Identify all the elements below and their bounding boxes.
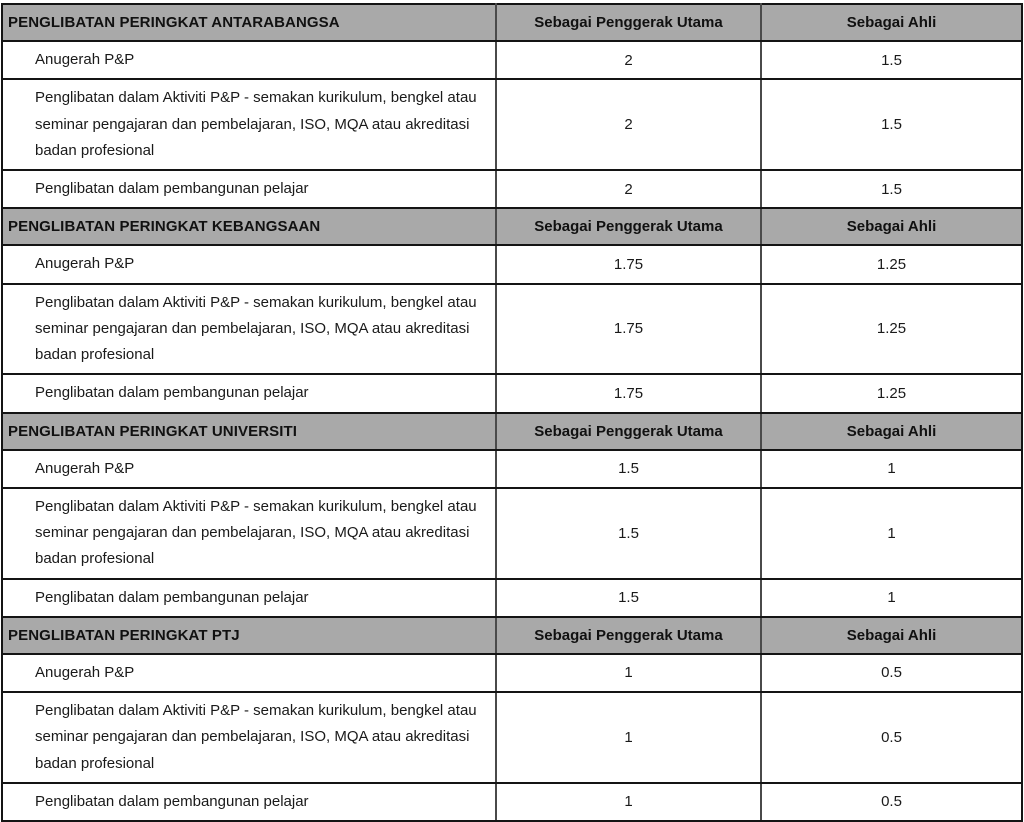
- value-penggerak-utama: 1.75: [496, 284, 761, 375]
- row-label: Penglibatan dalam pembangunan pelajar: [2, 579, 496, 617]
- value-ahli: 0.5: [761, 692, 1022, 783]
- column-header-penggerak-utama: Sebagai Penggerak Utama: [496, 413, 761, 450]
- section-title: PENGLIBATAN PERINGKAT PTJ: [2, 617, 496, 654]
- table-row: [2, 41, 1022, 79]
- value-ahli: 1: [761, 488, 1022, 579]
- row-label: Penglibatan dalam Aktiviti P&P - semakan kurikulum, bengkel atau seminar pengajaran dan pembelajaran, ISO, MQA atau akreditasi badan profesional: [2, 79, 496, 170]
- table-row: [2, 284, 1022, 375]
- table-row: [2, 245, 1022, 283]
- table-row: [2, 374, 1022, 412]
- value-penggerak-utama: 2: [496, 79, 761, 170]
- value-ahli: 1.5: [761, 170, 1022, 208]
- table-row: [2, 170, 1022, 208]
- table-row: [2, 783, 1022, 821]
- column-header-ahli: Sebagai Ahli: [761, 413, 1022, 450]
- row-label: Penglibatan dalam Aktiviti P&P - semakan kurikulum, bengkel atau seminar pengajaran dan pembelajaran, ISO, MQA atau akreditasi badan profesional: [2, 692, 496, 783]
- value-ahli: 0.5: [761, 783, 1022, 821]
- row-label: Anugerah P&P: [2, 450, 496, 488]
- row-label: Penglibatan dalam pembangunan pelajar: [2, 783, 496, 821]
- value-penggerak-utama: 1.5: [496, 579, 761, 617]
- value-ahli: 0.5: [761, 654, 1022, 692]
- value-penggerak-utama: 2: [496, 41, 761, 79]
- value-penggerak-utama: 1: [496, 692, 761, 783]
- row-label: Penglibatan dalam Aktiviti P&P - semakan kurikulum, bengkel atau seminar pengajaran dan pembelajaran, ISO, MQA atau akreditasi badan profesional: [2, 488, 496, 579]
- section-title: PENGLIBATAN PERINGKAT ANTARABANGSA: [2, 4, 496, 41]
- row-label: Penglibatan dalam Aktiviti P&P - semakan kurikulum, bengkel atau seminar pengajaran dan pembelajaran, ISO, MQA atau akreditasi badan profesional: [2, 284, 496, 375]
- value-ahli: 1.5: [761, 41, 1022, 79]
- value-penggerak-utama: 1.75: [496, 245, 761, 283]
- table-row: [2, 450, 1022, 488]
- value-penggerak-utama: 2: [496, 170, 761, 208]
- value-penggerak-utama: 1: [496, 783, 761, 821]
- section-title: PENGLIBATAN PERINGKAT KEBANGSAAN: [2, 208, 496, 245]
- column-header-penggerak-utama: Sebagai Penggerak Utama: [496, 617, 761, 654]
- column-header-penggerak-utama: Sebagai Penggerak Utama: [496, 4, 761, 41]
- value-ahli: 1: [761, 450, 1022, 488]
- section-header-row-universiti: [2, 413, 1022, 450]
- value-ahli: 1.25: [761, 374, 1022, 412]
- value-ahli: 1: [761, 579, 1022, 617]
- table-row: [2, 579, 1022, 617]
- table-row: [2, 79, 1022, 170]
- value-penggerak-utama: 1.75: [496, 374, 761, 412]
- row-label: Anugerah P&P: [2, 245, 496, 283]
- column-header-penggerak-utama: Sebagai Penggerak Utama: [496, 208, 761, 245]
- value-penggerak-utama: 1.5: [496, 450, 761, 488]
- table-row: [2, 654, 1022, 692]
- column-header-ahli: Sebagai Ahli: [761, 4, 1022, 41]
- value-ahli: 1.25: [761, 245, 1022, 283]
- row-label: Penglibatan dalam pembangunan pelajar: [2, 374, 496, 412]
- section-title: PENGLIBATAN PERINGKAT UNIVERSITI: [2, 413, 496, 450]
- section-header-row-ptj: [2, 617, 1022, 654]
- section-header-row-kebangsaan: [2, 208, 1022, 245]
- value-penggerak-utama: 1: [496, 654, 761, 692]
- table-row: [2, 488, 1022, 579]
- column-header-ahli: Sebagai Ahli: [761, 208, 1022, 245]
- table-row: [2, 692, 1022, 783]
- value-penggerak-utama: 1.5: [496, 488, 761, 579]
- section-header-row-antarabangsa: [2, 4, 1022, 41]
- column-header-ahli: Sebagai Ahli: [761, 617, 1022, 654]
- value-ahli: 1.5: [761, 79, 1022, 170]
- row-label: Anugerah P&P: [2, 41, 496, 79]
- row-label: Anugerah P&P: [2, 654, 496, 692]
- row-label: Penglibatan dalam pembangunan pelajar: [2, 170, 496, 208]
- value-ahli: 1.25: [761, 284, 1022, 375]
- involvement-points-table: [1, 3, 1023, 822]
